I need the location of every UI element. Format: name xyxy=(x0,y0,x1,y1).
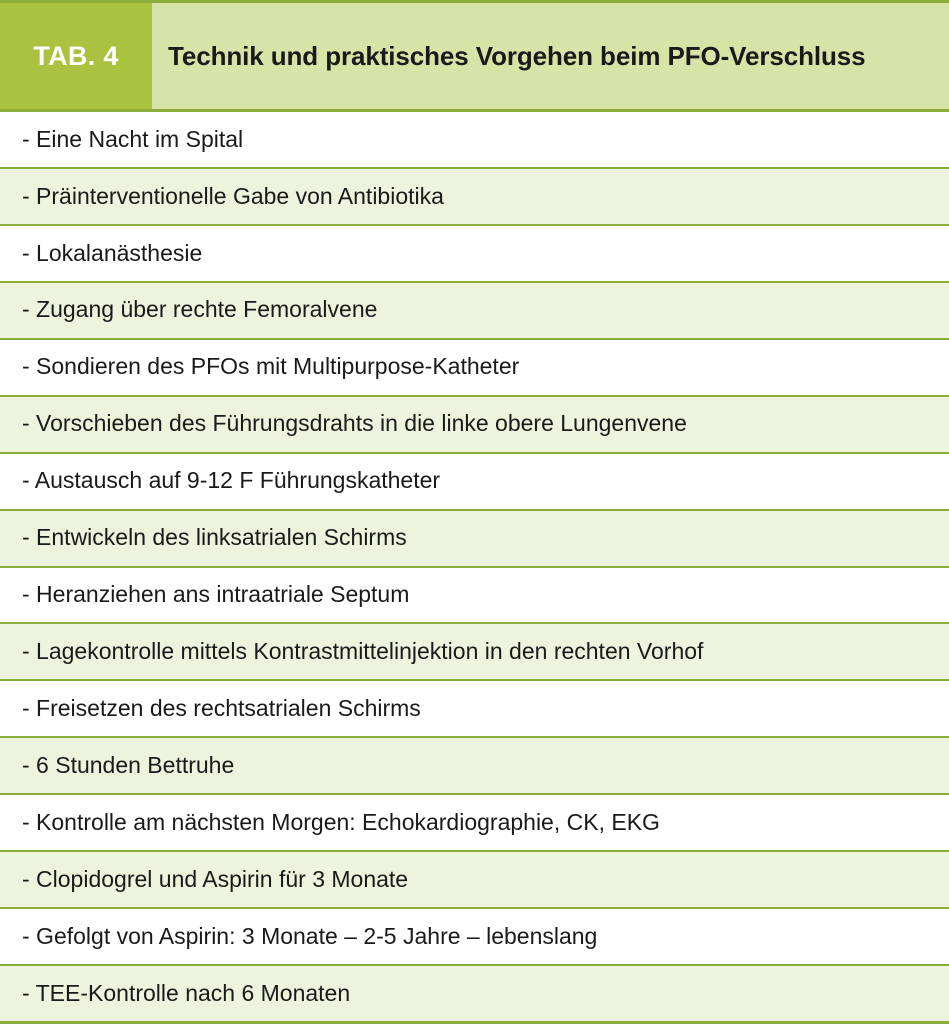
table-title: Technik und praktisches Vorgehen beim PFO-Verschluss xyxy=(168,40,866,71)
table-row xyxy=(0,738,949,795)
table-title-cell xyxy=(152,3,949,109)
table-row-text: - Lagekontrolle mittels Kontrastmittelinjektion in den rechten Vorhof xyxy=(22,638,704,665)
table-row-text: - Kontrolle am nächsten Morgen: Echokardiographie, CK, EKG xyxy=(22,808,660,835)
table-row-text: - Heranziehen ans intraatriale Septum xyxy=(22,581,410,608)
table-row-text: - Vorschieben des Führungsdrahts in die linke obere Lungenvene xyxy=(22,410,687,437)
table-body xyxy=(0,112,949,1021)
table-number-label: TAB. 4 xyxy=(33,40,119,71)
table-row xyxy=(0,511,949,568)
table-header xyxy=(0,0,949,112)
table-row xyxy=(0,909,949,966)
table-number-cell xyxy=(0,3,152,109)
table-row xyxy=(0,169,949,226)
table-row xyxy=(0,966,949,1021)
table-row xyxy=(0,568,949,625)
table-row-text: - 6 Stunden Bettruhe xyxy=(22,751,235,778)
table-row-text: - Eine Nacht im Spital xyxy=(22,125,244,152)
table-row xyxy=(0,624,949,681)
table-row-text: - Clopidogrel und Aspirin für 3 Monate xyxy=(22,865,409,892)
table-row-text: - Freisetzen des rechtsatrialen Schirms xyxy=(22,695,421,722)
table-row-text: - Austausch auf 9-12 F Führungskatheter xyxy=(22,467,441,494)
table-row-text: - Entwickeln des linksatrialen Schirms xyxy=(22,524,407,551)
table-row xyxy=(0,397,949,454)
table-row-text: - Gefolgt von Aspirin: 3 Monate – 2-5 Jahre – lebenslang xyxy=(22,922,598,949)
table-row xyxy=(0,454,949,511)
table-row xyxy=(0,681,949,738)
table-row-text: - Lokalanästhesie xyxy=(22,239,203,266)
table-row-text: - TEE-Kontrolle nach 6 Monaten xyxy=(22,979,351,1006)
table-row xyxy=(0,340,949,397)
table-row xyxy=(0,283,949,340)
table-row-text: - Sondieren des PFOs mit Multipurpose-Katheter xyxy=(22,353,520,380)
table-row xyxy=(0,852,949,909)
table-row-text: - Präinterventionelle Gabe von Antibiotika xyxy=(22,182,444,209)
table-row-text: - Zugang über rechte Femoralvene xyxy=(22,296,378,323)
table-row xyxy=(0,112,949,169)
table-row xyxy=(0,795,949,852)
table-row xyxy=(0,226,949,283)
